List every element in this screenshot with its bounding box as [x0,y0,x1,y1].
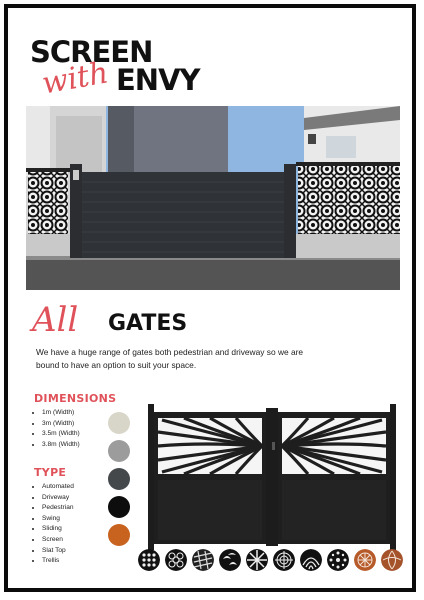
pattern-7-icon[interactable] [300,549,322,571]
type-title: TYPE [34,466,67,479]
logo-line-1: SCREEN [30,35,153,69]
color-swatch-corten[interactable] [108,524,130,546]
color-swatch-charcoal[interactable] [108,468,130,490]
pattern-2-icon[interactable] [165,549,187,571]
color-swatch-black[interactable] [108,496,130,518]
dimensions-title: DIMENSIONS [34,392,117,405]
pattern-4-icon[interactable] [219,549,241,571]
list-item: • Slat Top [42,546,74,557]
intro-paragraph: We have a huge range of gates both pedestrian and driveway so we are bound to have an option to suit your space. [36,347,304,370]
pattern-3-icon[interactable] [192,549,214,571]
page-frame [4,4,416,592]
pattern-10-icon[interactable] [381,549,403,571]
pattern-5-icon[interactable] [246,549,268,571]
pattern-6-icon[interactable] [273,549,295,571]
hero-photo [26,106,400,290]
gate-product-image [144,404,400,550]
list-item: • 3m (Width) [42,419,80,430]
list-item: • Screen [42,535,74,546]
pattern-1-icon[interactable] [138,549,160,571]
logo-line-2: ENVY [116,63,200,97]
color-swatch-surfmist[interactable] [108,412,130,434]
list-item: • Swing [42,514,74,525]
list-item: • 3.8m (Width) [42,440,80,451]
list-item: • Pedestrian [42,503,74,514]
screen-with-envy-logo [30,36,230,106]
pattern-9-icon[interactable] [354,549,376,571]
list-item: • 1m (Width) [42,408,80,419]
all-script-heading: All [32,300,79,340]
dimensions-list [28,408,80,450]
list-item: • 3.5m (Width) [42,429,80,440]
list-item: • Automated [42,482,74,493]
list-item: • Sliding [42,524,74,535]
gates-heading: GATES [108,311,188,336]
pattern-8-icon[interactable] [327,549,349,571]
logo-script: with [39,55,112,102]
list-item: • Driveway [42,493,74,504]
list-item: • Trellis [42,556,74,567]
color-swatch-grey[interactable] [108,440,130,462]
type-list [28,482,74,567]
